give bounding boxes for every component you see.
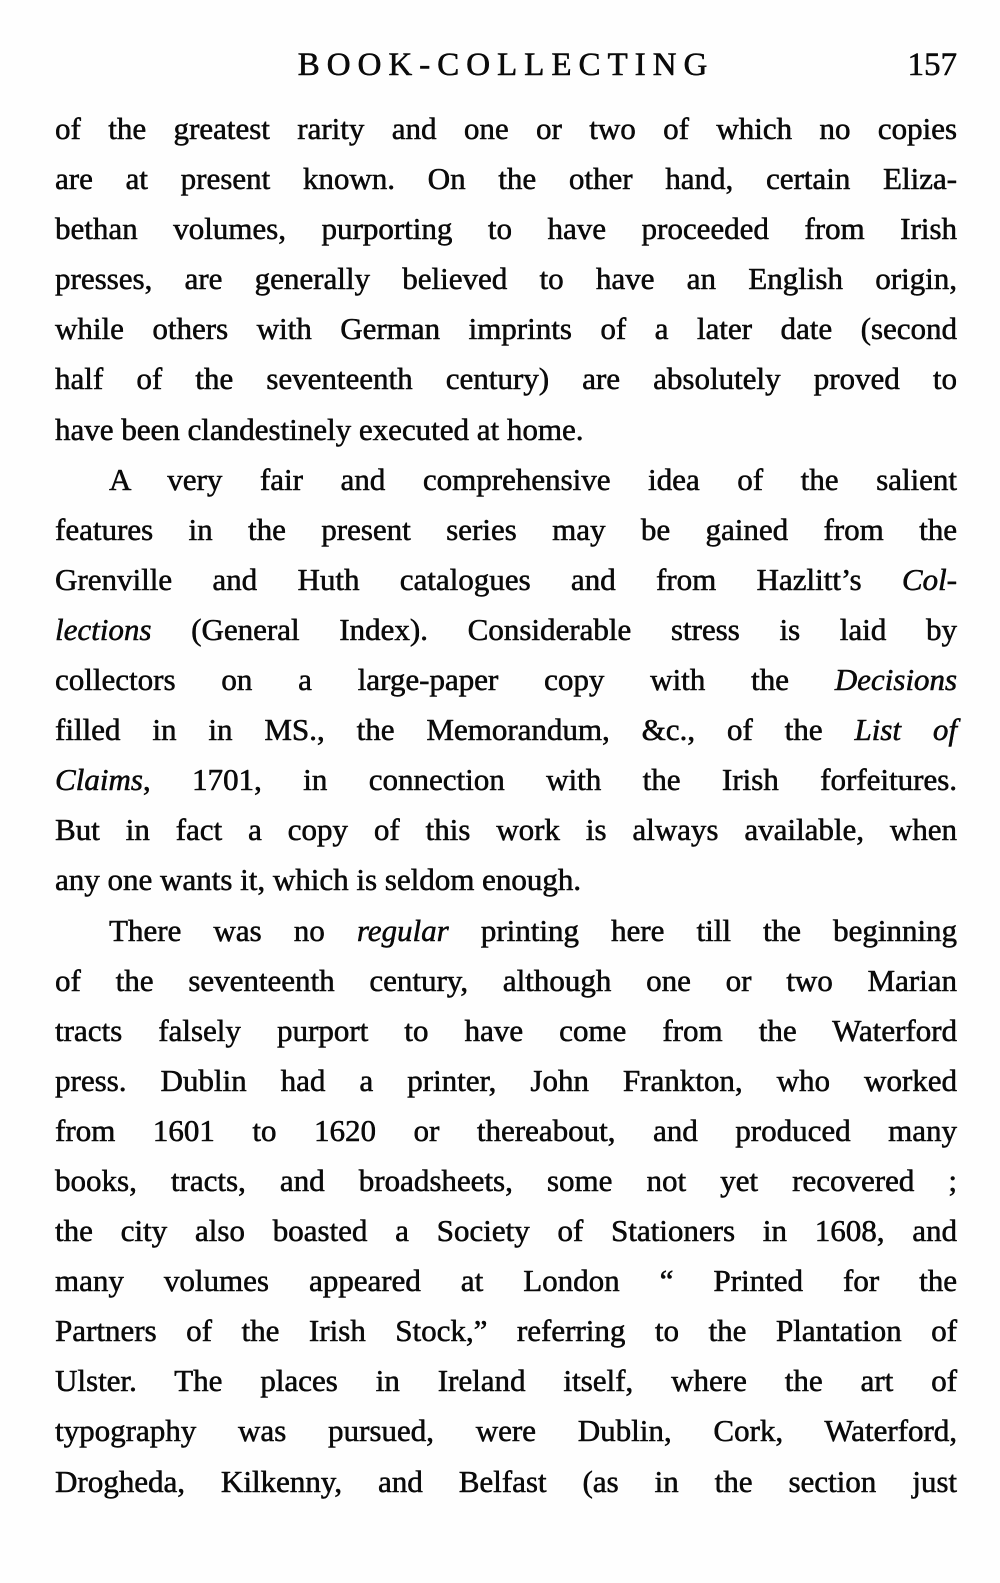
text-segment: Partners of the Irish Stock,” referring to the Plantation of [55, 1313, 957, 1349]
page-title: BOOK-COLLECTING [297, 47, 715, 83]
text-line [55, 204, 957, 254]
text-segment: Grenville and Huth catalogues and from Hazlitt’s [55, 561, 902, 597]
text-segment: But in fact a copy of this work is always available, when [55, 812, 957, 848]
text-line [55, 1056, 957, 1106]
text-line [55, 605, 957, 655]
italic-text-segment: Decisions [834, 662, 957, 698]
page-text [55, 104, 957, 1507]
italic-text-segment: lections [55, 611, 152, 647]
text-segment: of the greatest rarity and one or two of which no copies [55, 111, 957, 146]
text-segment: the city also boasted a Society of Stationers in 1608, and [55, 1213, 957, 1249]
text-segment: any one wants it, which is seldom enough. [55, 862, 582, 898]
text-line [55, 1206, 957, 1256]
text-line [55, 104, 957, 154]
text-segment: many volumes appeared at London “ Printed for the [55, 1263, 957, 1299]
text-line [55, 1156, 957, 1206]
text-line [55, 1356, 957, 1406]
text-segment: Ulster. The places in Ireland itself, where the art of [55, 1363, 957, 1399]
text-segment: (General Index). Considerable stress is laid by [151, 611, 957, 647]
text-line [55, 405, 957, 455]
italic-text-segment: List of [854, 712, 957, 748]
text-segment: There was no [109, 912, 357, 948]
italic-text-segment: regular [356, 912, 449, 948]
text-segment: from 1601 to 1620 or thereabout, and produced many [55, 1112, 957, 1148]
italic-text-segment: Claims [55, 762, 143, 798]
running-header [55, 42, 957, 88]
text-line [55, 1406, 957, 1456]
text-line [55, 154, 957, 204]
text-line [55, 906, 957, 956]
text-segment: A very fair and comprehensive idea of the salient [109, 461, 957, 497]
text-segment: bethan volumes, purporting to have proceeded from Irish [55, 211, 957, 247]
text-segment: features in the present series may be gained from the [55, 511, 957, 547]
page-number: 157 [907, 47, 957, 83]
text-segment: while others with German imprints of a later date (second [55, 311, 957, 347]
text-line [55, 254, 957, 304]
text-line [55, 1306, 957, 1356]
text-segment: collectors on a large-paper copy with the [55, 662, 835, 698]
text-line [55, 1457, 957, 1507]
text-line [55, 755, 957, 805]
text-segment: press. Dublin had a printer, John Frankton, who worked [55, 1062, 957, 1098]
text-line [55, 1256, 957, 1306]
text-line [55, 505, 957, 555]
text-segment: typography was pursued, were Dublin, Cork, Waterford, [55, 1413, 957, 1449]
text-segment: presses, are generally believed to have an English origin, [55, 261, 957, 297]
text-segment: tracts falsely purport to have come from the Waterford [55, 1012, 957, 1048]
text-segment: of the seventeenth century, although one or two Marian [55, 962, 957, 998]
text-line [55, 956, 957, 1006]
text-line [55, 304, 957, 354]
text-segment: are at present known. On the other hand, certain Eliza- [55, 161, 957, 197]
text-line [55, 705, 957, 755]
text-segment: half of the seventeenth century) are absolutely proved to [55, 361, 957, 397]
italic-text-segment: Col- [901, 561, 957, 597]
text-segment: printing here till the beginning [448, 912, 958, 948]
text-line [55, 354, 957, 404]
text-line [55, 1106, 957, 1156]
text-line [55, 1006, 957, 1056]
text-line [55, 855, 957, 905]
text-line [55, 455, 957, 505]
text-segment: Drogheda, Kilkenny, and Belfast (as in the section just [55, 1463, 957, 1499]
text-line [55, 655, 957, 705]
text-segment: , 1701, in connection with the Irish forfeitures. [142, 762, 957, 798]
text-segment: filled in in MS., the Memorandum, &c., of the [55, 712, 855, 748]
text-segment: have been clandestinely executed at home. [55, 411, 584, 447]
text-segment: books, tracts, and broadsheets, some not yet recovered ; [55, 1162, 957, 1198]
text-line [55, 555, 957, 605]
text-line [55, 805, 957, 855]
